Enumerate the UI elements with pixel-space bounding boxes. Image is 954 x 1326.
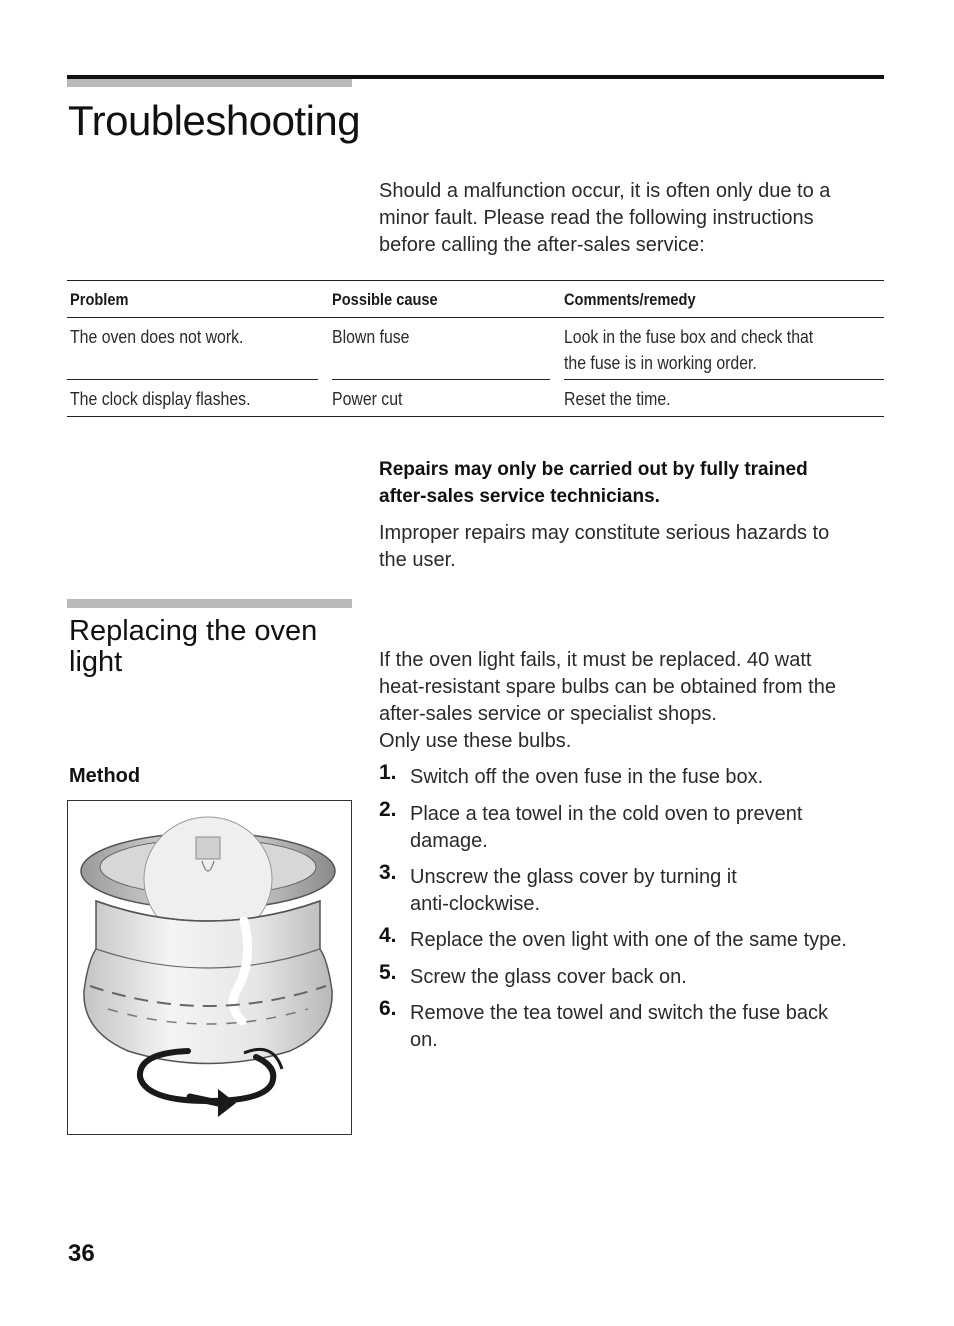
glass-cover-anticlockwise-icon — [68, 801, 351, 1134]
step-line: Replace the oven light with one of the same type. — [410, 929, 847, 951]
step-line: anti-clockwise. — [410, 893, 541, 915]
warning-bold-line: Repairs may only be carried out by fully trained — [379, 459, 808, 480]
title-rule-gray — [67, 78, 352, 87]
step-number: 5. — [379, 961, 397, 984]
description-line: Only use these bulbs. — [379, 730, 572, 752]
header-comments-remedy: Comments/remedy — [564, 290, 696, 309]
row-divider-remedy — [564, 379, 884, 380]
step-text — [410, 927, 888, 954]
warning-line: the user. — [379, 549, 456, 571]
step-number: 1. — [379, 761, 397, 784]
step-line: Place a tea towel in the cold oven to prevent — [410, 803, 803, 825]
step-number: 3. — [379, 861, 397, 884]
table-cell-remedy — [564, 324, 813, 376]
section-description — [379, 647, 884, 755]
table-bottom-border — [67, 416, 884, 417]
oven-light-figure — [67, 800, 352, 1135]
title-rule-black — [67, 75, 884, 79]
step-line: on. — [410, 1029, 438, 1051]
remedy-line: Look in the fuse box and check that — [564, 327, 814, 347]
table-cell-problem: The oven does not work. — [70, 327, 244, 347]
step-text — [410, 764, 888, 791]
warning-bold-line: after-sales service technicians. — [379, 486, 660, 507]
step-text — [410, 964, 888, 991]
section-heading — [69, 616, 359, 678]
warning-line: Improper repairs may constitute serious hazards to — [379, 522, 830, 544]
intro-line: Should a malfunction occur, it is often only due to a — [379, 180, 831, 202]
row-divider-problem — [67, 379, 318, 380]
row-divider-cause — [332, 379, 550, 380]
table-cell-cause: Blown fuse — [332, 327, 410, 347]
header-problem: Problem — [70, 290, 129, 309]
description-line: heat-resistant spare bulbs can be obtained from the — [379, 676, 836, 698]
step-line: Screw the glass cover back on. — [410, 966, 687, 988]
page-title: Troubleshooting — [68, 97, 361, 144]
step-line: Unscrew the glass cover by turning it — [410, 866, 737, 888]
section-rule-gray — [67, 599, 352, 608]
step-line: Remove the tea towel and switch the fuse back — [410, 1002, 829, 1024]
header-possible-cause: Possible cause — [332, 290, 438, 309]
table-cell-problem: The clock display flashes. — [70, 389, 251, 409]
remedy-line: the fuse is in working order. — [564, 353, 757, 373]
troubleshooting-table — [67, 280, 884, 420]
step-text — [410, 801, 888, 855]
table-top-border — [67, 280, 884, 281]
step-text — [410, 864, 888, 918]
intro-paragraph — [379, 178, 884, 259]
method-label: Method — [69, 765, 141, 787]
step-text — [410, 1000, 888, 1054]
section-heading-line: Replacing the oven — [69, 615, 318, 647]
table-header-border — [67, 317, 884, 318]
description-line: If the oven light fails, it must be replaced. 40 watt — [379, 649, 812, 671]
intro-line: before calling the after-sales service: — [379, 234, 705, 256]
step-line: Switch off the oven fuse in the fuse box. — [410, 766, 764, 788]
description-line: after-sales service or specialist shops. — [379, 703, 717, 725]
step-number: 2. — [379, 798, 397, 821]
step-number: 4. — [379, 924, 397, 947]
intro-line: minor fault. Please read the following instructions — [379, 207, 814, 229]
repairs-warning — [379, 456, 884, 574]
table-cell-remedy: Reset the time. — [564, 389, 671, 409]
step-line: damage. — [410, 830, 488, 852]
step-number: 6. — [379, 997, 397, 1020]
table-cell-cause: Power cut — [332, 389, 403, 409]
page-number: 36 — [68, 1240, 95, 1267]
section-heading-line: light — [69, 646, 123, 678]
